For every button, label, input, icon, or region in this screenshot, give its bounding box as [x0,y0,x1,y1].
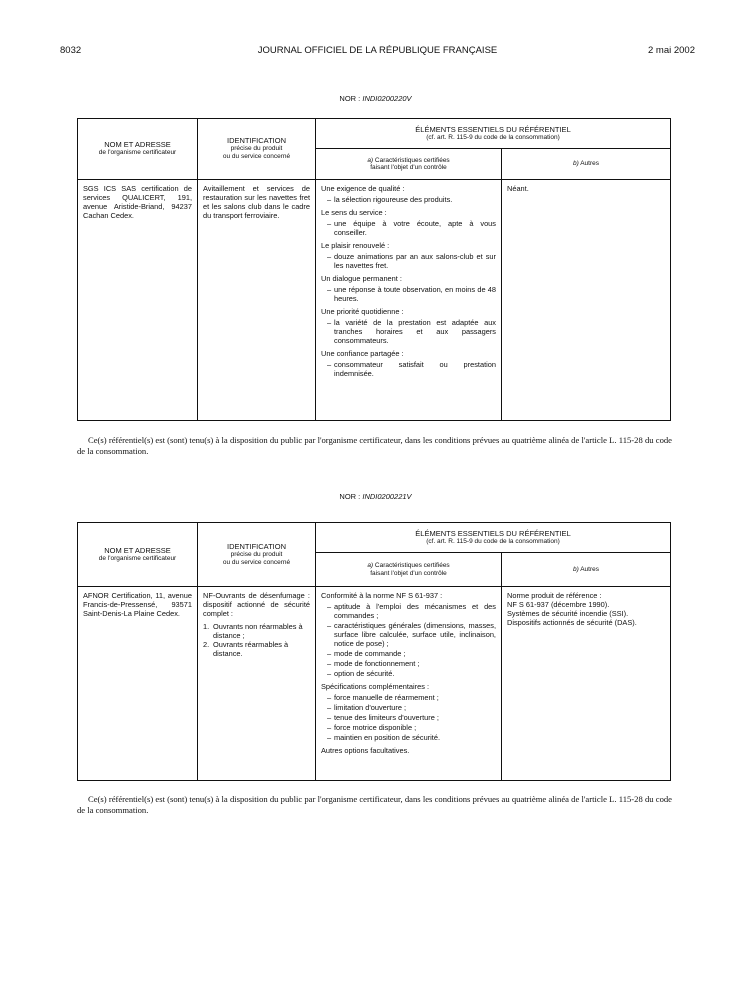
criteria-group [321,591,496,678]
criteria-title: Une confiance partagée : [321,349,404,358]
identification-cell [198,587,316,781]
criteria-title: Le sens du service : [321,208,387,217]
criteria-items [321,252,496,270]
criteria-group [321,208,496,237]
autres-line: Norme produit de référence : [507,591,602,600]
header-col-b: b) Autres [502,149,671,180]
criteria-item: – une réponse à toute observation, en moins de 48 heures. [321,285,496,303]
identification-text: Avitaillement et services de restauration sur les navettes fret et les salons club dans le cadre du transport ferroviaire. [203,184,310,220]
header-nom-adresse: NOM ET ADRESSE de l'organisme certificateur [78,119,198,180]
identification-item [203,622,310,640]
criteria-item: – une équipe à votre écoute, apte à vous conseiller. [321,219,496,237]
header-nom-adresse: NOM ET ADRESSE de l'organisme certificateur [78,523,198,587]
nor-label: NOR : [339,492,361,501]
criteria-items [321,602,496,678]
organisme-cell [78,587,198,781]
page-number: 8032 [60,45,82,56]
footnote-2: Ce(s) référentiel(s) est (sont) tenu(s) à la disposition du public par l'organisme certificateur, dans les conditions prévues au quatrième alinéa de l'article L. 115-28 du code de la consommation. [77,794,672,815]
header-col-b: b) Autres [502,553,671,587]
criteria-items [321,195,496,204]
identification-intro: NF-Ouvrants de désenfumage : dispositif actionné de sécurité complet : [203,591,310,618]
autres-line: Systèmes de sécurité incendie (SSI). [507,609,629,618]
header-elements-essentiels: ÉLÉMENTS ESSENTIELS DU RÉFÉRENTIEL (cf. art. R. 115-9 du code de la consommation) [316,523,671,553]
page-header [60,45,695,59]
criteria-item: – douze animations par an aux salons-club et sur les navettes fret. [321,252,496,270]
nor-code: INDI0200221V [362,492,412,501]
organisme-text: SGS ICS SAS certification de services QUALICERT, 191, avenue Aristide-Briand, 94237 Cachan Cedex. [83,184,192,220]
criteria-items [321,360,496,378]
criteria-items [321,285,496,303]
journal-title: JOURNAL OFFICIEL DE LA RÉPUBLIQUE FRANÇAISE [257,45,498,56]
criteria-items [321,219,496,237]
criteria-item: – option de sécurité. [321,669,496,678]
criteria-item: – la variété de la prestation est adaptée aux tranches horaires et aux passagers consommateurs. [321,318,496,345]
criteria-group [321,349,496,378]
criteria-item: – consommateur satisfait ou prestation indemnisée. [321,360,496,378]
autres-line: NF S 61-937 (décembre 1990). [507,600,610,609]
identification-cell [198,180,316,421]
header-col-a: a) Caractéristiques certifiées faisant l'objet d'un contrôle [316,553,502,587]
criteria-item: – mode de commande ; [321,649,496,658]
criteria-title: Conformité à la norme NF S 61-937 : [321,591,443,600]
autres-list [502,587,670,633]
criteria-item: – limitation d'ouverture ; [321,703,496,712]
header-identification: IDENTIFICATION précise du produit ou du service concerné [198,119,316,180]
header-identification: IDENTIFICATION précise du produit ou du service concerné [198,523,316,587]
criteria-item: – la sélection rigoureuse des produits. [321,195,496,204]
autres-text: Néant. [507,184,529,193]
autres-cell [502,587,671,781]
identification-list [203,622,310,658]
autres-line: Dispositifs actionnés de sécurité (DAS). [507,618,637,627]
criteria-group [321,184,496,204]
criteria-item: – aptitude à l'emploi des mécanismes et des commandes ; [321,602,496,620]
caracteristiques-list [316,587,501,765]
identification-item [203,640,310,658]
autres-cell [502,180,671,421]
criteria-item: – mode de fonctionnement ; [321,659,496,668]
item-number: 1. [203,622,210,631]
criteria-group [321,307,496,345]
organisme-cell [78,180,198,421]
header-col-a: a) Caractéristiques certifiées faisant l'objet d'un contrôle [316,149,502,180]
criteria-title: Le plaisir renouvelé : [321,241,390,250]
nor-reference-1 [0,94,751,103]
item-text: Ouvrants non réarmables à distance ; [213,622,303,640]
criteria-group [321,274,496,303]
footnote-1: Ce(s) référentiel(s) est (sont) tenu(s) à la disposition du public par l'organisme certificateur, dans les conditions prévues au quatrième alinéa de l'article L. 115-28 du code de la consommation. [77,435,672,456]
criteria-item: – force motrice disponible ; [321,723,496,732]
criteria-title: Autres options facultatives. [321,746,410,755]
criteria-item: – tenue des limiteurs d'ouverture ; [321,713,496,722]
criteria-item: – maintien en position de sécurité. [321,733,496,742]
caracteristiques-list [316,180,501,388]
referential-table-1 [77,118,671,421]
criteria-group [321,746,496,755]
caracteristiques-cell [316,587,502,781]
criteria-title: Une priorité quotidienne : [321,307,404,316]
item-number: 2. [203,640,210,649]
caracteristiques-cell [316,180,502,421]
criteria-title: Un dialogue permanent : [321,274,402,283]
organisme-text: AFNOR Certification, 11, avenue Francis-de-Pressensé, 93571 Saint-Denis-La Plaine Cedex. [83,591,192,618]
publication-date: 2 mai 2002 [647,45,695,56]
header-elements-essentiels: ÉLÉMENTS ESSENTIELS DU RÉFÉRENTIEL (cf. art. R. 115-9 du code de la consommation) [316,119,671,149]
criteria-items [321,318,496,345]
item-text: Ouvrants réarmables à distance. [213,640,289,658]
criteria-item: – force manuelle de réarmement ; [321,693,496,702]
criteria-group [321,682,496,742]
nor-code: INDI0200220V [362,94,412,103]
identification-content [198,587,315,664]
criteria-item: – caractéristiques générales (dimensions, masses, surface libre calculée, surface utile, inclinaison, notice de pose) ; [321,621,496,648]
referential-table-2 [77,522,671,781]
criteria-title: Spécifications complémentaires : [321,682,430,691]
nor-label: NOR : [339,94,361,103]
nor-reference-2 [0,492,751,501]
criteria-title: Une exigence de qualité : [321,184,405,193]
criteria-items [321,693,496,742]
criteria-group [321,241,496,270]
